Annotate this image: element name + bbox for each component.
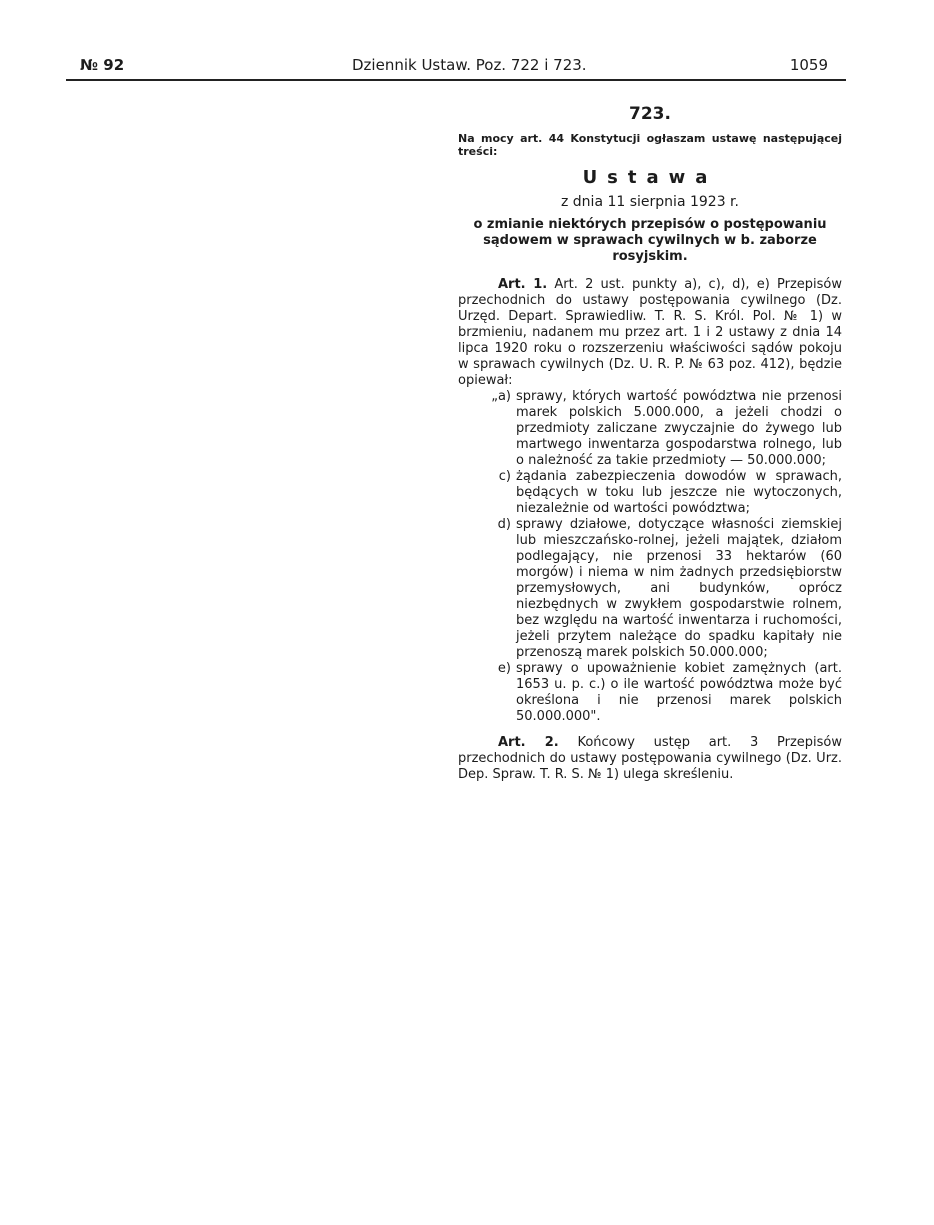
document-column: [458, 106, 842, 783]
article-2-text: Końcowy ustęp art. 3 Przepisów przechodnich do ustawy postępowania cywilnego (Dz. Urz. Dep. Spraw. T. R. S. № 1) ulega skreśleniu.: [458, 735, 842, 782]
list-item: [458, 389, 842, 469]
article-2: [458, 735, 842, 783]
article-2-label: Art. 2.: [498, 735, 559, 750]
journal-title: Dziennik Ustaw. Poz. 722 i 723.: [352, 56, 587, 74]
issue-number: № 92: [80, 56, 125, 74]
page-header: [80, 56, 842, 78]
page-number: 1059: [789, 56, 828, 74]
list-item: [458, 661, 842, 725]
article-1-points: [458, 389, 842, 725]
list-item-text: sprawy, których wartość powództwa nie przenosi marek polskich 5.000.000, a jeżeli chodzi o przedmioty zaliczane zwyczajnie do żywego lub martwego inwentarza gospodarstwa rolnego, lub o należność za takie przedmioty — 50.000.000;: [516, 389, 842, 468]
list-item-label: e): [497, 661, 511, 676]
document-subject: o zmianie niektórych przepisów o postępowaniu sądowem w sprawach cywilnych w b. zaborze rosyjskim.: [473, 217, 827, 264]
list-item-text: sprawy działowe, dotyczące własności ziemskiej lub mieszczańsko-rolnej, jeżeli majątek, działom podlegający, nie przenosi 33 hektarów (60 morgów) i niema w nim żadnych przedsiębiorstw przemysłowych, ani budynków, oprócz niezbędnych w zwykłem gospodarstwie rolnem, bez względu na wartość inwentarza i ruchomości, jeżeli przytem należące do spadku kapitały nie przenoszą marek polskich 50.000.000;: [516, 517, 842, 660]
position-number: 723.: [629, 104, 671, 124]
article-1-text: Art. 2 ust. punkty a), c), d), e) Przepisów przechodnich do ustawy postępowania cywilnego (Dz. Urzęd. Depart. Sprawiedliw. T. R. S. Król. Pol. № 1) w brzmieniu, nadanem mu przez art. 1 i 2 ustawy z dnia 14 lipca 1920 roku o rozszerzeniu właściwości sądów pokoju w sprawach cywilnych (Dz. U. R. P. № 63 poz. 412), będzie opiewał:: [458, 277, 843, 388]
article-1-label: Art. 1.: [498, 277, 548, 292]
article-1: [458, 277, 842, 389]
preamble: Na mocy art. 44 Konstytucji ogłaszam ustawę następującej treści:: [458, 132, 842, 158]
list-item-text: sprawy o upoważnienie kobiet zamężnych (art. 1653 u. p. c.) o ile wartość powództwa może być określona i nie przenosi marek polskich 50.000.000".: [516, 661, 842, 724]
document-type-heading: Ustawa: [582, 167, 718, 188]
list-item-label: c): [498, 469, 511, 484]
list-item: [458, 469, 842, 517]
header-rule: [66, 79, 846, 81]
list-item-label: „a): [491, 389, 511, 404]
list-item-text: żądania zabezpieczenia dowodów w sprawach, będących w toku lub jeszcze nie wytoczonych, niezależnie od wartości powództwa;: [516, 469, 842, 516]
document-date: z dnia 11 sierpnia 1923 r.: [561, 194, 739, 210]
list-item: [458, 517, 842, 661]
list-item-label: d): [497, 517, 511, 532]
